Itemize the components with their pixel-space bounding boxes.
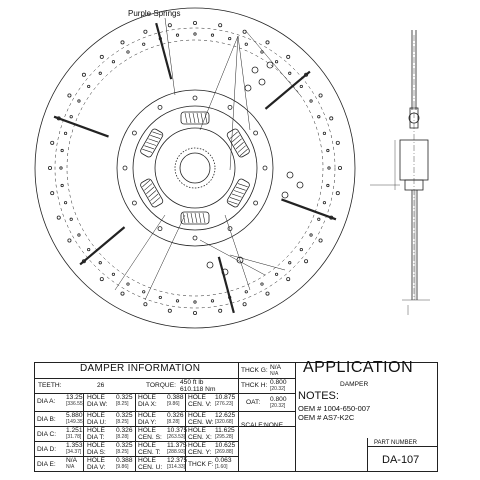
radial-slot — [265, 72, 309, 109]
dim-label: CEN. U: — [138, 464, 163, 471]
dim-label: CEN. V: — [188, 401, 212, 408]
dim-value-metric: [9.86] — [167, 401, 180, 407]
dim-label: HOLE — [87, 394, 105, 401]
rivet-hole — [266, 41, 269, 44]
dim-value: 13.25 — [66, 394, 83, 401]
rivet-hole — [323, 201, 325, 203]
rivet-hole — [245, 43, 247, 45]
dim-value: 10.875 — [215, 394, 236, 401]
dim-label: DIA W: — [87, 401, 108, 408]
thickness-g-sub: N/A — [270, 371, 279, 377]
dim-value-metric: [320.68] — [215, 419, 234, 425]
rivet-hole — [112, 60, 114, 62]
rivet-hole — [228, 105, 232, 109]
application-title: APPLICATION — [303, 359, 414, 376]
rivet-hole — [176, 300, 178, 302]
dim-label: DIA T: — [87, 434, 105, 441]
rivet-hole — [243, 303, 246, 306]
rivet-hole — [61, 184, 63, 186]
dim-label: HOLE — [138, 427, 156, 434]
rivet-hole — [48, 166, 51, 169]
rivet-hole — [143, 43, 145, 45]
dim-value: 0.388 — [167, 394, 184, 401]
radial-slot — [156, 23, 171, 79]
dim-value: 0.325 — [116, 394, 133, 401]
rivet-hole — [194, 33, 196, 35]
dim-value-metric: [8.25] — [116, 449, 129, 455]
rivet-hole — [330, 117, 333, 120]
rivet-hole — [168, 24, 171, 27]
dim-value: 1.353 — [66, 442, 83, 449]
dim-value-metric: [314.33] — [167, 464, 186, 470]
dim-value-metric: [263.53] — [167, 434, 186, 440]
rivet-hole — [282, 192, 288, 198]
rivet-hole — [82, 73, 85, 76]
dim-value-metric: [149.35] — [66, 419, 85, 425]
dim-label: HOLE — [87, 457, 105, 464]
rivet-hole — [193, 236, 197, 240]
scale-label: SCALE: — [241, 422, 265, 429]
rivet-hole — [112, 273, 114, 275]
dim-value-metric: [288.93] — [167, 449, 186, 455]
rivet-hole — [275, 273, 277, 275]
dim-label: HOLE — [138, 442, 156, 449]
rivet-hole — [60, 167, 62, 169]
rivet-hole — [193, 311, 196, 314]
dim-value-metric: [8.25] — [116, 419, 129, 425]
torque-value-nm: 610.118 Nm — [180, 386, 216, 393]
rivet-hole — [143, 291, 145, 293]
dim-label: DIA E: — [37, 461, 56, 468]
dim-value-metric: N/A — [66, 464, 75, 470]
rivet-hole — [121, 292, 124, 295]
rivet-hole — [193, 96, 197, 100]
dim-label: DIA A: — [37, 398, 56, 405]
rivet-hole — [144, 30, 147, 33]
rivet-hole — [159, 296, 161, 298]
dim-label: HOLE — [138, 457, 156, 464]
rivet-hole — [87, 85, 89, 87]
oat-value: 0.800 — [270, 396, 287, 403]
torque-value-ftlb: 450 ft lb — [180, 379, 204, 386]
rivet-hole — [289, 72, 291, 74]
outer-disc-inner-ring — [55, 28, 335, 308]
rivet-hole — [78, 100, 80, 102]
rivet-hole — [254, 131, 258, 135]
hub-outer — [117, 90, 273, 246]
rivet-hole — [144, 303, 147, 306]
dim-value: 12.375 — [167, 457, 188, 464]
dim-label: HOLE — [188, 412, 206, 419]
rivet-hole — [64, 132, 66, 134]
rivet-hole — [252, 67, 258, 73]
rivet-hole — [287, 172, 293, 178]
rivet-hole — [100, 55, 103, 58]
notes-label: NOTES: — [298, 390, 339, 402]
rivet-hole — [263, 166, 267, 170]
rivet-hole — [70, 116, 72, 118]
dim-value-metric: [8.28] — [167, 419, 180, 425]
rivet-hole — [254, 201, 258, 205]
dim-value-metric: [31.78] — [66, 434, 82, 440]
rivet-hole — [289, 262, 291, 264]
rivet-hole — [61, 149, 63, 151]
rivet-hole — [127, 51, 129, 53]
thickness-g-value: N/A — [270, 364, 281, 371]
rivet-hole — [300, 85, 302, 87]
rivet-hole — [310, 234, 312, 236]
dim-label: DIA U: — [87, 419, 107, 426]
rivet-hole — [168, 309, 171, 312]
spring-window — [140, 178, 164, 208]
rivet-hole — [219, 309, 222, 312]
thickness-h-sub: [20.32] — [270, 386, 286, 392]
rivet-hole — [319, 94, 322, 97]
dim-value-metric: [34.37] — [66, 449, 82, 455]
dim-label: HOLE — [188, 394, 206, 401]
rivet-hole — [99, 72, 101, 74]
rivet-hole — [132, 201, 136, 205]
part-number: DA-107 — [382, 454, 420, 466]
dim-label: CEN. Y: — [188, 449, 212, 456]
spring-window — [140, 128, 164, 158]
rivet-hole — [287, 55, 290, 58]
oat-label: OAT: — [246, 399, 261, 406]
outer-disc-inner-ring-2 — [67, 40, 323, 296]
rivet-hole — [132, 131, 136, 135]
part-number-label: PART NUMBER — [374, 440, 418, 446]
rivet-hole — [336, 141, 339, 144]
dim-value-metric: [8.25] — [116, 401, 129, 407]
rivet-hole — [259, 79, 265, 85]
dim-label: HOLE — [87, 442, 105, 449]
rivet-hole — [57, 216, 60, 219]
dim-value: 11.625 — [215, 427, 235, 434]
dim-value-metric: [9.86] — [116, 464, 129, 470]
dim-label: CEN. W: — [188, 419, 214, 426]
radial-slot — [54, 117, 109, 137]
rivet-hole — [176, 34, 178, 36]
teeth-value: 26 — [97, 382, 105, 389]
dim-value-metric: [1.60] — [215, 464, 228, 470]
dim-label: CEN. S: — [138, 434, 162, 441]
rivet-hole — [297, 182, 303, 188]
dim-label: DIA S: — [87, 449, 106, 456]
dim-value: 5.880 — [66, 412, 83, 419]
oem-number-2: OEM # AS7-K2C — [298, 413, 355, 422]
dim-label: HOLE — [188, 442, 206, 449]
dim-value: 12.625 — [215, 412, 236, 419]
spring-windows — [140, 112, 251, 224]
rivet-hole — [304, 260, 307, 263]
rivet-hole — [123, 166, 127, 170]
rivet-hole — [310, 100, 312, 102]
rivet-hole — [219, 24, 222, 27]
rivet-hole — [323, 132, 325, 134]
dim-value: 0.325 — [116, 442, 133, 449]
rivet-hole — [64, 201, 66, 203]
rivet-hole — [319, 239, 322, 242]
thickness-g-label: THCK G: — [241, 367, 268, 374]
rivet-hole — [211, 34, 213, 36]
dim-value: 1.251 — [66, 427, 83, 434]
purple-springs-callout: Purple Springs — [128, 9, 181, 18]
radial-slots — [54, 23, 336, 313]
rivet-hole — [287, 277, 290, 280]
rivet-hole — [327, 184, 329, 186]
dim-value: 0.326 — [116, 427, 133, 434]
damper-info-title: DAMPER INFORMATION — [80, 363, 201, 374]
rivet-hole — [318, 218, 320, 220]
dim-value: 11.375 — [167, 442, 187, 449]
dim-value-metric: [269.88] — [215, 449, 234, 455]
spline-inner — [180, 153, 210, 183]
rivet-hole — [127, 283, 129, 285]
rivet-hole — [318, 116, 320, 118]
rivet-hole — [245, 291, 247, 293]
dim-value: 0.325 — [116, 412, 133, 419]
dim-value-metric: [295.28] — [215, 434, 234, 440]
rivet-hole — [121, 41, 124, 44]
dim-value: 0.063 — [215, 457, 232, 464]
rivet-hole — [87, 248, 89, 250]
oem-number-1: OEM # 1004-650-007 — [298, 404, 371, 413]
rivet-hole — [193, 21, 196, 24]
rivet-hole — [266, 292, 269, 295]
rivet-hole — [275, 60, 277, 62]
dim-value: N/A — [66, 457, 77, 464]
hub-inner-ring — [155, 128, 235, 208]
rivet-hole — [158, 227, 162, 231]
rivet-hole — [338, 166, 341, 169]
rivet-hole — [327, 149, 329, 151]
rivet-hole — [158, 105, 162, 109]
rivet-holes — [48, 21, 341, 314]
dim-label: THCK F: — [188, 461, 214, 468]
spring-window — [226, 178, 250, 208]
dim-value: 10.625 — [215, 442, 236, 449]
thickness-h-label: THCK H: — [241, 382, 268, 389]
dim-label: HOLE — [87, 412, 105, 419]
spring-window — [181, 212, 209, 224]
radial-slot — [281, 199, 336, 219]
oat-sub: [20.32] — [270, 403, 286, 409]
dim-label: HOLE — [138, 394, 156, 401]
dim-value-metric: [8.28] — [116, 434, 129, 440]
dim-label: DIA D: — [37, 446, 57, 453]
dim-label: HOLE — [188, 427, 206, 434]
dim-label: CEN. X: — [188, 434, 212, 441]
torque-label: TORQUE: — [146, 382, 176, 389]
hub-ring — [133, 106, 257, 230]
spring-window — [226, 128, 250, 158]
rivet-hole — [99, 262, 101, 264]
dim-value: 0.326 — [167, 412, 184, 419]
radial-slot — [80, 227, 124, 264]
rivet-hole — [68, 94, 71, 97]
teeth-label: TEETH: — [38, 382, 62, 389]
rivet-hole — [328, 167, 330, 169]
outer-disc-edge — [35, 8, 355, 328]
dim-label: HOLE — [138, 412, 156, 419]
rivet-hole — [207, 262, 213, 268]
rivet-hole — [245, 85, 251, 91]
dim-label: DIA C: — [37, 431, 57, 438]
dim-value: 10.375 — [167, 427, 188, 434]
rivet-hole — [211, 300, 213, 302]
dim-value-metric: [336.55] — [66, 401, 85, 407]
rivet-hole — [261, 283, 263, 285]
rivet-hole — [194, 301, 196, 303]
dim-label: DIA V: — [87, 464, 106, 471]
rivet-hole — [68, 239, 71, 242]
spline-bore — [175, 148, 215, 188]
dim-label: DIA Y: — [138, 419, 157, 426]
rivet-hole — [228, 37, 230, 39]
rivet-hole — [336, 192, 339, 195]
side-profile — [370, 30, 430, 315]
dim-label: DIA B: — [37, 416, 56, 423]
dim-label: CEN. T: — [138, 449, 161, 456]
rivet-hole — [100, 277, 103, 280]
rivet-hole — [300, 248, 302, 250]
dim-value: 0.388 — [116, 457, 133, 464]
rivet-hole — [267, 62, 273, 68]
rivet-hole — [51, 141, 54, 144]
thickness-h-value: 0.800 — [270, 379, 287, 386]
application-subtitle: DAMPER — [340, 381, 369, 388]
rivet-hole — [70, 218, 72, 220]
rivet-hole — [51, 192, 54, 195]
rivet-hole — [78, 234, 80, 236]
dim-value-metric: [276.23] — [215, 401, 234, 407]
dim-label: DIA X: — [138, 401, 157, 408]
scale-value: NONE — [264, 422, 284, 429]
dim-label: HOLE — [87, 427, 105, 434]
